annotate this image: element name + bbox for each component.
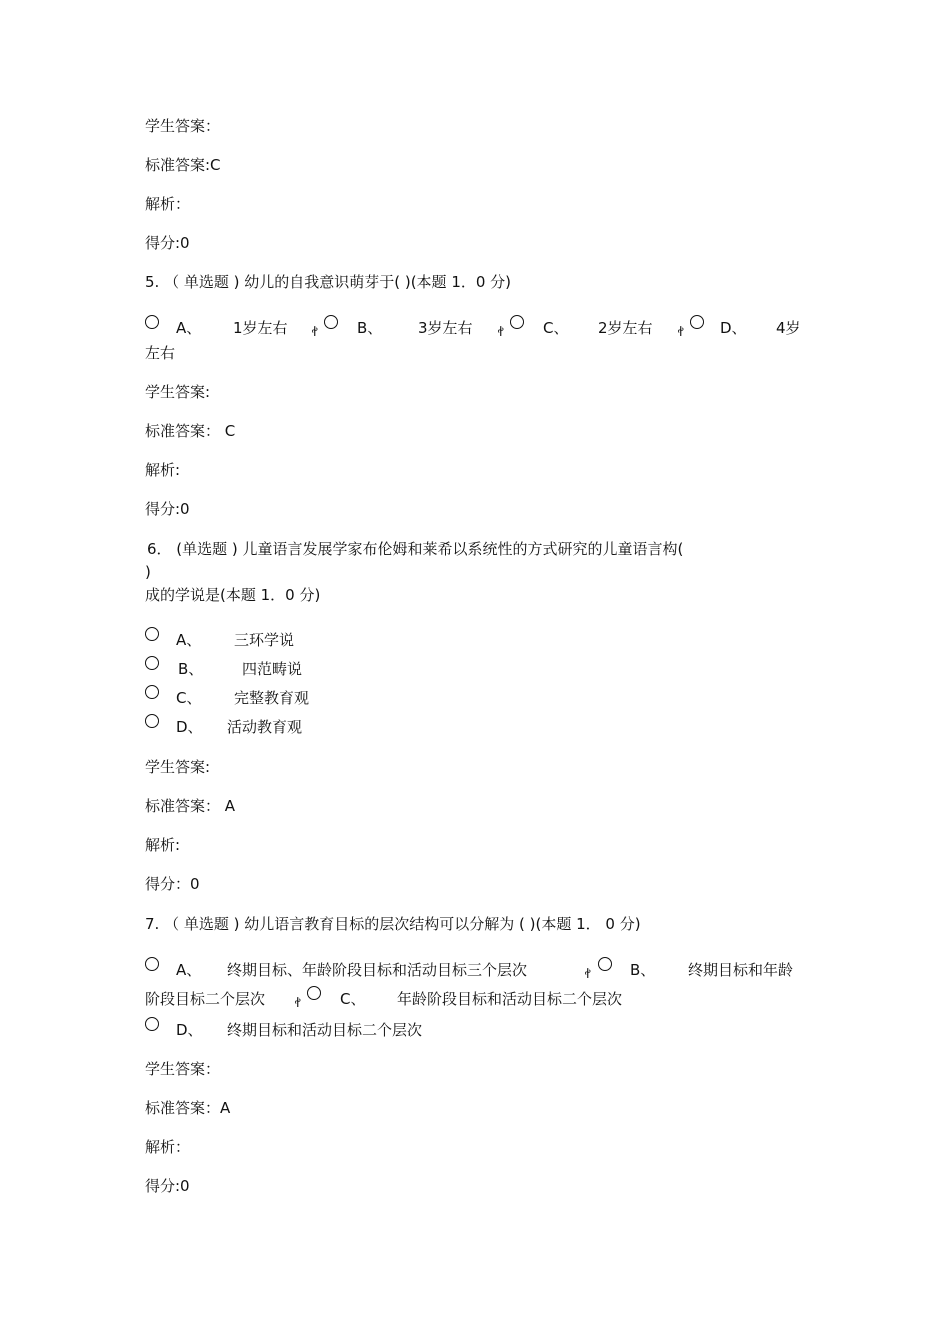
q7-option-b-wrap: 阶段目标二个层次 bbox=[145, 990, 266, 1008]
q5-option-a-text: 1岁左右 bbox=[233, 319, 288, 337]
q5-analysis: 解析: bbox=[145, 461, 181, 479]
q5-option-b-text: 3岁左右 bbox=[418, 319, 473, 337]
q6-score: 得分：0 bbox=[145, 875, 200, 893]
q7-standard-answer: 标准答案：A bbox=[145, 1099, 231, 1117]
q5-glyph-a: ꬷ bbox=[312, 325, 318, 340]
q7-option-b-letter: B、 bbox=[630, 961, 656, 979]
q5-student-answer: 学生答案: bbox=[145, 383, 211, 401]
q6-option-c-letter: C、 bbox=[176, 689, 202, 707]
q4-student-answer: 学生答案： bbox=[145, 117, 221, 135]
q6-option-a-radio[interactable] bbox=[145, 627, 159, 641]
q7-glyph-a: ꬷ bbox=[585, 967, 591, 982]
q7-option-c-radio[interactable] bbox=[307, 986, 321, 1000]
q7-analysis: 解析： bbox=[145, 1138, 191, 1156]
q7-student-answer: 学生答案： bbox=[145, 1060, 221, 1078]
q5-option-c-text: 2岁左右 bbox=[598, 319, 653, 337]
q5-option-c-letter: C、 bbox=[543, 319, 569, 337]
q7-option-a-text: 终期目标、年龄阶段目标和活动目标三个层次 bbox=[227, 961, 528, 979]
q5-option-b-letter: B、 bbox=[357, 319, 383, 337]
q5-option-a-letter: A、 bbox=[176, 319, 202, 337]
q5-option-d-letter: D、 bbox=[720, 319, 747, 337]
q6-option-c-radio[interactable] bbox=[145, 685, 159, 699]
q7-option-d-letter: D、 bbox=[176, 1021, 203, 1039]
q5-standard-answer: 标准答案： C bbox=[145, 422, 236, 440]
q6-option-d-radio[interactable] bbox=[145, 714, 159, 728]
q4-standard-answer: 标准答案:C bbox=[145, 156, 221, 174]
q6-header-line1: 6． (单选题 ) 儿童语言发展学家布伦姆和莱希以系统性的方式研究的儿童语言构( bbox=[147, 540, 684, 558]
q5-option-d-radio[interactable] bbox=[690, 315, 704, 329]
q7-option-c-letter: C、 bbox=[340, 990, 366, 1008]
q6-option-a-letter: A、 bbox=[176, 631, 202, 649]
q5-option-a-radio[interactable] bbox=[145, 315, 159, 329]
q6-standard-answer: 标准答案： A bbox=[145, 797, 236, 815]
q6-option-c-text: 完整教育观 bbox=[234, 689, 310, 707]
q6-option-d-text: 活动教育观 bbox=[227, 718, 303, 736]
q5-glyph-c: ꬷ bbox=[678, 325, 684, 340]
q7-header: 7. （ 单选题 ) 幼儿语言教育目标的层次结构可以分解为 ( )(本题 1． 0 分) bbox=[145, 915, 641, 933]
q5-glyph-b: ꬷ bbox=[498, 325, 504, 340]
q6-header-line2: ) bbox=[145, 563, 151, 581]
q6-option-b-letter: B、 bbox=[178, 660, 204, 678]
q7-option-a-letter: A、 bbox=[176, 961, 202, 979]
q6-option-a-text: 三环学说 bbox=[234, 631, 295, 649]
q5-header: 5. （ 单选题 ) 幼儿的自我意识萌芽于( )(本题 1．0 分) bbox=[145, 273, 512, 291]
q7-option-c-text: 年龄阶段目标和活动目标二个层次 bbox=[397, 990, 623, 1008]
q6-student-answer: 学生答案: bbox=[145, 758, 211, 776]
q7-option-b-text: 终期目标和年龄 bbox=[688, 961, 794, 979]
q5-option-b-radio[interactable] bbox=[324, 315, 338, 329]
q7-score: 得分:0 bbox=[145, 1177, 190, 1195]
q6-option-b-text: 四范畴说 bbox=[242, 660, 303, 678]
q7-option-d-radio[interactable] bbox=[145, 1017, 159, 1031]
q7-option-a-radio[interactable] bbox=[145, 957, 159, 971]
q4-score: 得分:0 bbox=[145, 234, 190, 252]
q5-option-d-text: 4岁 bbox=[776, 319, 801, 337]
q5-option-c-radio[interactable] bbox=[510, 315, 524, 329]
q4-analysis: 解析： bbox=[145, 195, 191, 213]
q7-option-b-radio[interactable] bbox=[598, 957, 612, 971]
q6-analysis: 解析: bbox=[145, 836, 181, 854]
q6-option-d-letter: D、 bbox=[176, 718, 203, 736]
q5-option-d-wrap: 左右 bbox=[145, 344, 176, 362]
q6-header-line3: 成的学说是(本题 1．0 分) bbox=[145, 586, 321, 604]
q5-score: 得分:0 bbox=[145, 500, 190, 518]
q7-option-d-text: 终期目标和活动目标二个层次 bbox=[227, 1021, 423, 1039]
q7-glyph-b: ꬷ bbox=[295, 996, 301, 1011]
q6-option-b-radio[interactable] bbox=[145, 656, 159, 670]
